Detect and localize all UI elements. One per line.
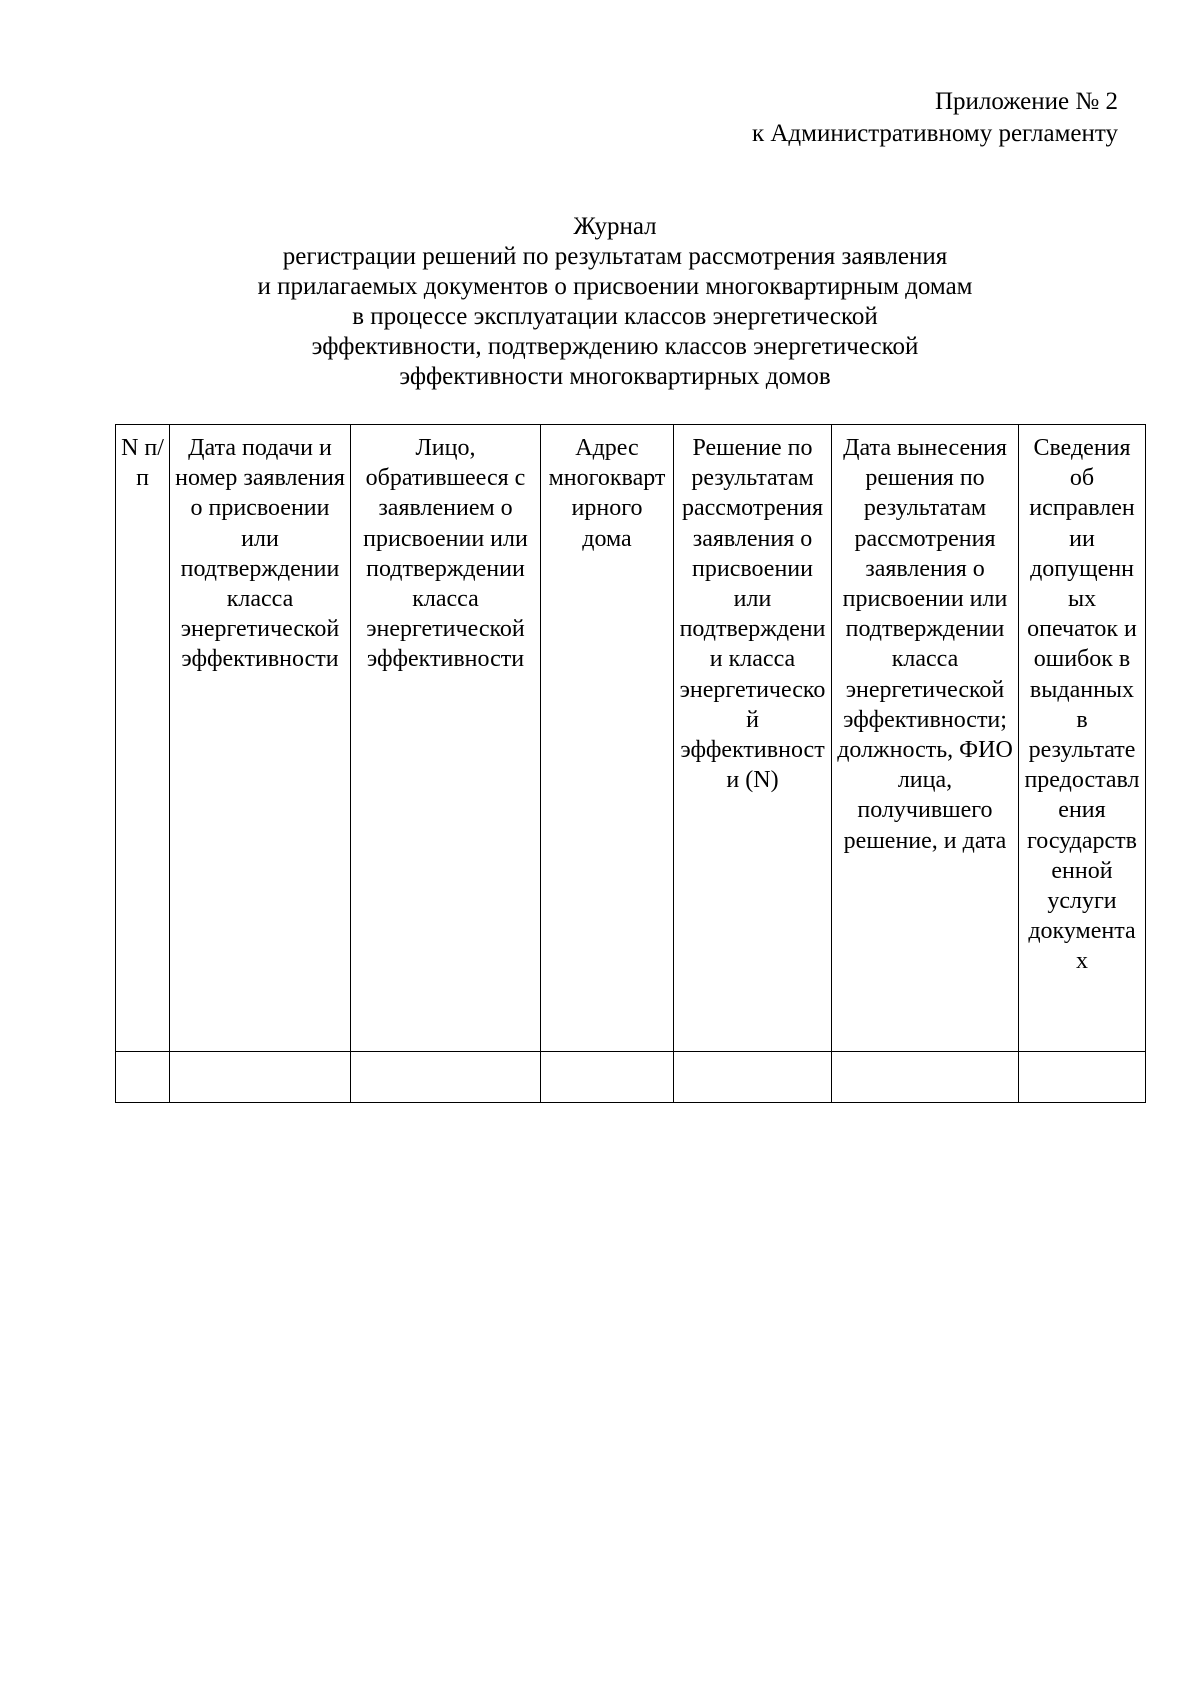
title-line-1: Журнал (573, 213, 657, 240)
header-decision: Решение по результатам рассмотрения заявления о присвоении или подтверждении класса энергетической эффективности (N) (674, 425, 832, 1052)
title-line-3: и прилагаемых документов о присвоении многоквартирным домам (257, 273, 973, 300)
header-application-date: Дата подачи и номер заявления о присвоении или подтверждении класса энергетической эффективности (170, 425, 351, 1052)
table-cell (1019, 1052, 1146, 1103)
title-line-4: в процессе эксплуатации классов энергетической (352, 303, 878, 330)
annex-number: Приложение № 2 (934, 88, 1118, 115)
table-cell (116, 1052, 170, 1103)
table-cell (832, 1052, 1019, 1103)
table-header-row (116, 425, 1146, 1052)
header-applicant: Лицо, обратившееся с заявлением о присвоении или подтверждении класса энергетической эффективности (351, 425, 541, 1052)
header-corrections: Сведения об исправлении допущенных опечаток и ошибок в выданных в результате предоставления государственной услуги документах (1019, 425, 1146, 1052)
title-line-6: эффективности многоквартирных домов (399, 363, 831, 390)
table-row (116, 1052, 1146, 1103)
table-cell (541, 1052, 674, 1103)
annex-header (752, 86, 1118, 150)
document-title (115, 212, 1115, 392)
header-decision-date: Дата вынесения решения по результатам рассмотрения заявления о присвоении или подтверждении класса энергетической эффективности; должность, ФИО лица, получившего решение, и дата (832, 425, 1019, 1052)
table-cell (170, 1052, 351, 1103)
title-line-2: регистрации решений по результатам рассмотрения заявления (282, 243, 948, 270)
annex-reference: к Административному регламенту (751, 120, 1118, 147)
table-cell (351, 1052, 541, 1103)
header-number: N п/п (116, 425, 170, 1052)
header-address: Адрес многоквартирного дома (541, 425, 674, 1052)
title-line-5: эффективности, подтверждению классов энергетической (311, 333, 919, 360)
table-cell (674, 1052, 832, 1103)
registration-journal-table (115, 424, 1146, 1103)
